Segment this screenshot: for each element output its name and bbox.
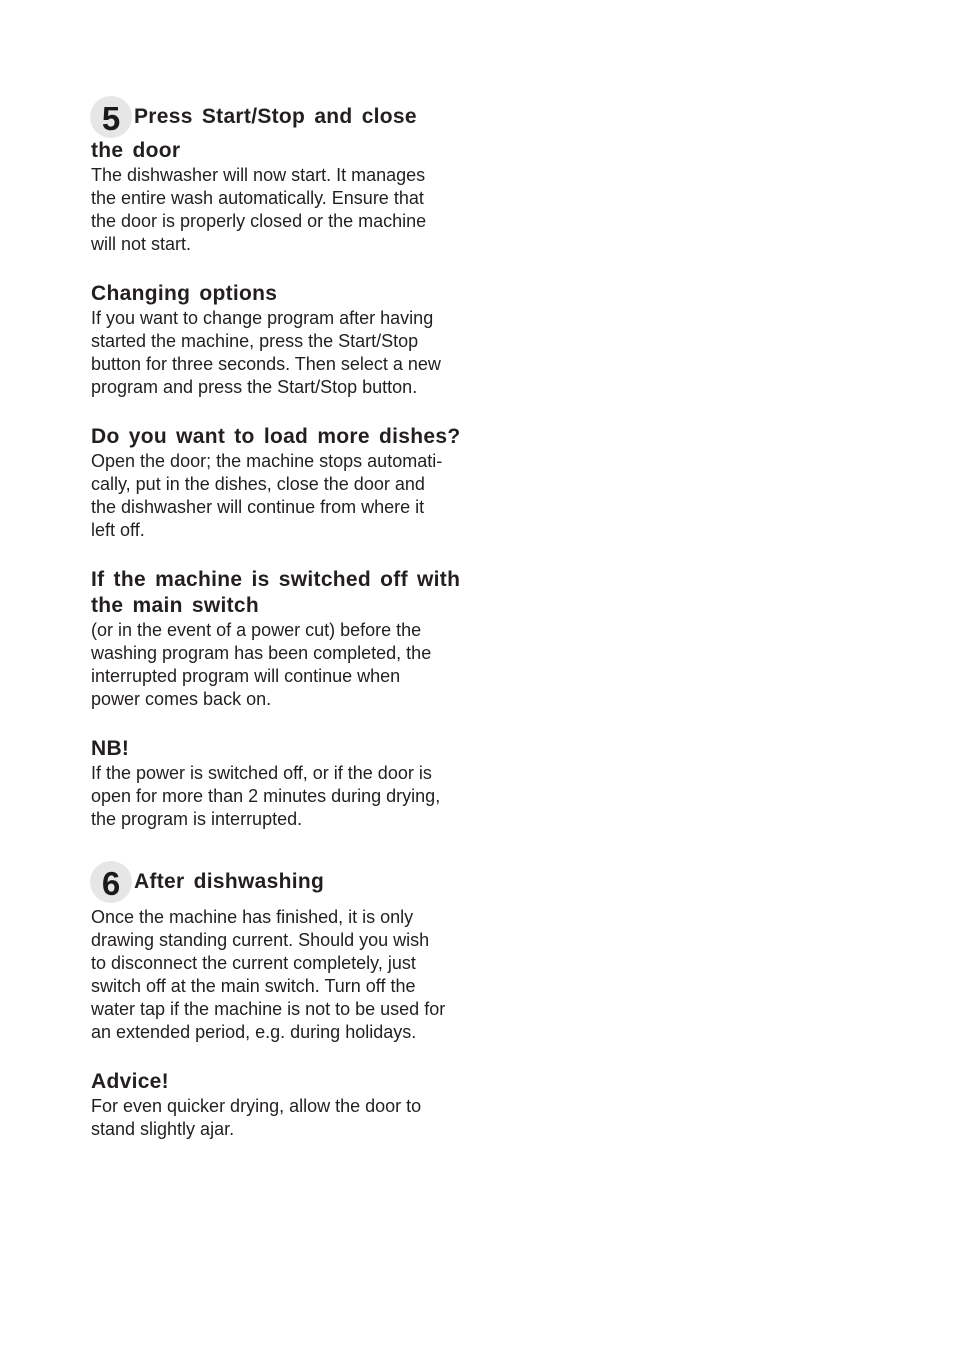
changing-options-body: If you want to change program after having started the machine, press the Start/Stop button for three seconds. Then select a new program and press the Start/Stop button. [91, 308, 441, 397]
step-5-title-line2: the door [91, 139, 181, 162]
step-6-title: After dishwashing [134, 870, 325, 893]
switched-off-body: (or in the event of a power cut) before the washing program has been completed, the interrupted program will continue when power comes back on. [91, 620, 432, 709]
step-6-header [90, 861, 471, 903]
switched-off-section [91, 567, 471, 711]
step-5-title-line1: Press Start/Stop and close [134, 105, 417, 128]
load-more-body: Open the door; the machine stops automati- cally, put in the dishes, close the door and the dishwasher will continue from where it left off. [91, 451, 443, 540]
step-number: 5 [101, 99, 121, 137]
step-5-body: The dishwasher will now start. It manages the entire wash automatically. Ensure that the door is properly closed or the machine will not start. [91, 165, 427, 254]
nb-body: If the power is switched off, or if the door is open for more than 2 minutes during drying, the program is interrupted. [91, 763, 441, 829]
nb-section [91, 736, 471, 831]
changing-options-section [91, 281, 471, 399]
switched-off-heading-line1: If the machine is switched off with [91, 568, 461, 591]
advice-body: For even quicker drying, allow the door to stand slightly ajar. [91, 1096, 422, 1139]
step-6-body: Once the machine has finished, it is only drawing standing current. Should you wish to disconnect the current completely, just switch off at the main switch. Turn off the water tap if the machine is not to be used for an extended period, e.g. during holidays. [91, 907, 446, 1042]
changing-options-heading: Changing options [91, 282, 278, 305]
step-5-section [91, 96, 471, 256]
switched-off-heading-line2: the main switch [91, 594, 260, 617]
advice-heading: Advice! [91, 1070, 169, 1093]
step-number-badge [90, 96, 132, 138]
advice-section [91, 1069, 471, 1141]
step-number-badge [90, 861, 132, 903]
load-more-heading: Do you want to load more dishes? [91, 425, 461, 448]
step-6-section [91, 861, 471, 1044]
step-5-header [90, 96, 471, 138]
load-more-section [91, 424, 471, 542]
nb-heading: NB! [91, 737, 130, 760]
step-number: 6 [101, 864, 121, 902]
instructions-column [91, 96, 471, 1141]
